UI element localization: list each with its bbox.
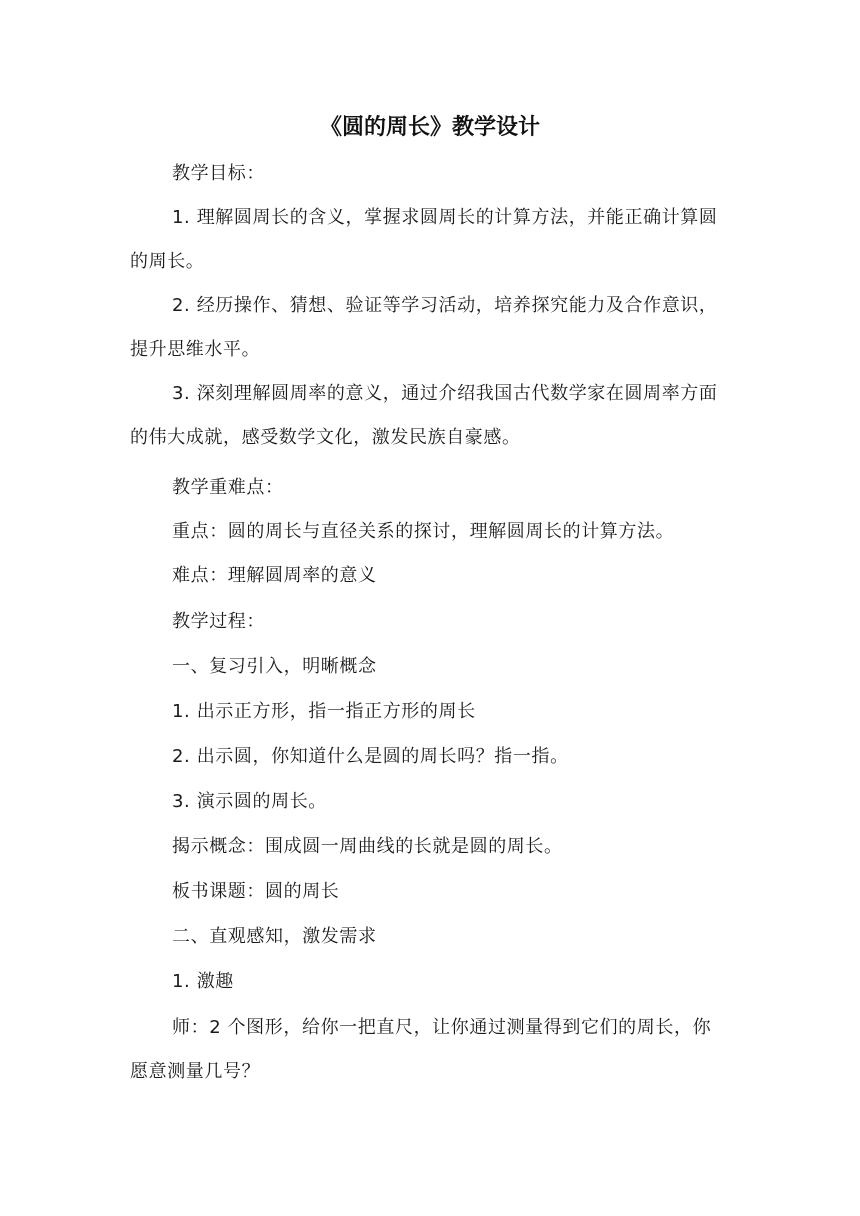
paragraph-step-3: 3. 演示圆的周长。 [172,791,327,812]
paragraph-board-title: 板书课题：圆的周长 [172,881,340,902]
paragraph-goal-2: 2. 经历操作、猜想、验证等学习活动，培养探究能力及合作意识，提升思维水平。 [130,295,718,360]
paragraph-teaching-goals-heading: 教学目标： [172,163,265,184]
paragraph-goal-3: 3. 深刻理解圆周率的意义，通过介绍我国古代数学家在圆周率方面的伟大成就，感受数学文化，激发民族自豪感。 [130,383,718,448]
paragraph-motivate: 1. 激趣 [172,971,234,992]
paragraph-concept: 揭示概念：围成圆一周曲线的长就是圆的周长。 [172,836,563,857]
paragraph-step-2: 2. 出示圆，你知道什么是圆的周长吗？指一指。 [172,746,569,767]
paragraph-teacher-question: 师：2 个图形，给你一把直尺，让你通过测量得到它们的周长，你愿意测量几号？ [130,1017,712,1082]
paragraph-difficult-point: 难点：理解圆周率的意义 [172,565,377,586]
paragraph-goal-1: 1. 理解圆周长的含义，掌握求圆周长的计算方法，并能正确计算圆的周长。 [130,207,718,272]
paragraph-key-point: 重点：圆的周长与直径关系的探讨，理解圆周长的计算方法。 [172,521,675,542]
paragraph-key-points-heading: 教学重难点： [172,477,284,498]
paragraph-process-heading: 教学过程： [172,611,265,632]
paragraph-section-1-heading: 一、复习引入，明晰概念 [172,656,377,677]
paragraph-step-1: 1. 出示正方形，指一指正方形的周长 [172,701,476,722]
document-title: 《圆的周长》教学设计 [319,115,540,140]
paragraph-section-2-heading: 二、直观感知，激发需求 [172,926,377,947]
